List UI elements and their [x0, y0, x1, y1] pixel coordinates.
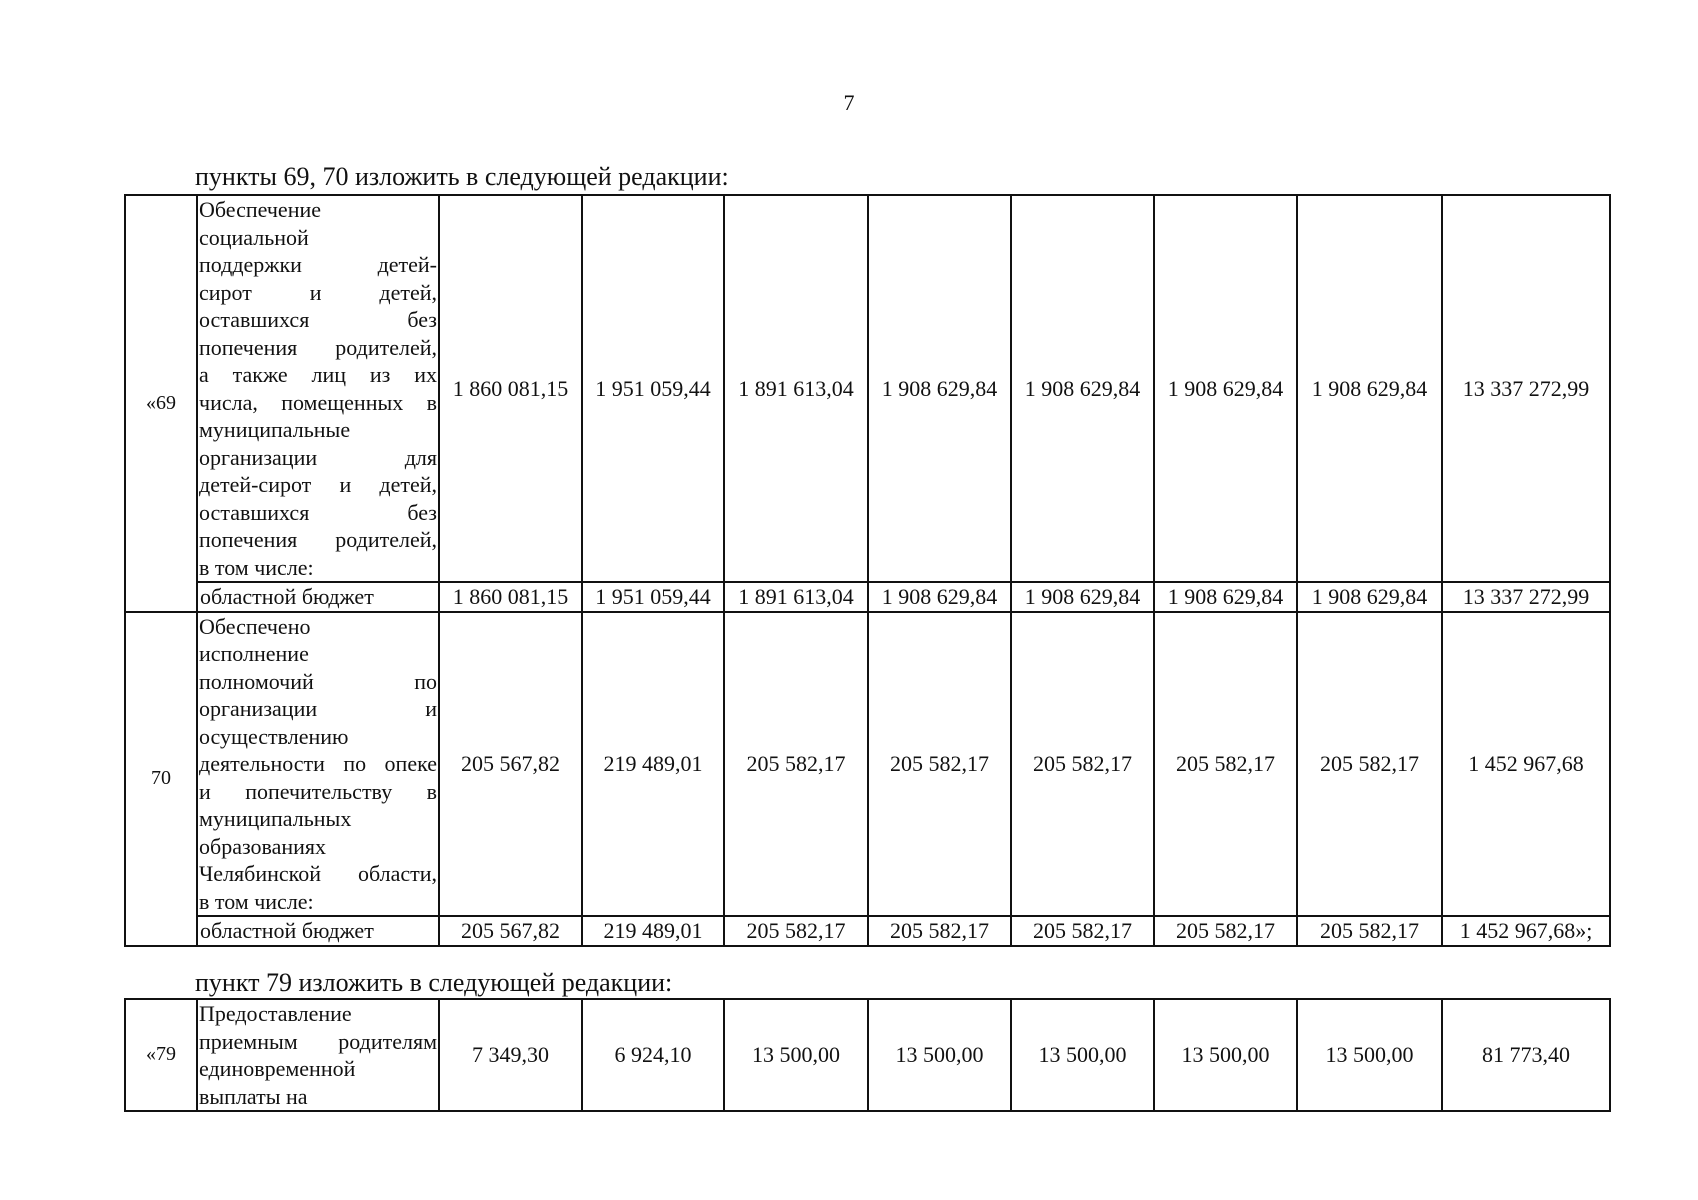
item-name-cell [197, 612, 439, 917]
sub-value-cell: 205 582,17 [868, 916, 1011, 946]
sub-value-cell: 1 908 629,84 [1011, 582, 1154, 612]
item-name-line: детей-сирот и детей, [199, 472, 437, 497]
sub-value-cell: 205 582,17 [1297, 916, 1442, 946]
value-cell: 6 924,10 [582, 999, 724, 1111]
value-cell: 13 500,00 [1011, 999, 1154, 1111]
value-cell: 219 489,01 [582, 612, 724, 917]
sub-value-cell: 1 452 967,68»; [1442, 916, 1610, 946]
value-cell: 1 860 081,15 [439, 195, 582, 582]
value-cell: 13 500,00 [868, 999, 1011, 1111]
value-cell: 1 908 629,84 [1297, 195, 1442, 582]
item-name-line: организации для [199, 444, 437, 470]
sub-value-cell: 13 337 272,99 [1442, 582, 1610, 612]
value-cell: 205 582,17 [1154, 612, 1297, 917]
item-name-line: организации и [199, 696, 437, 721]
value-cell: 1 908 629,84 [868, 195, 1011, 582]
item-name-line: Обеспечение [199, 197, 321, 222]
table-row [125, 999, 1610, 1111]
sub-value-cell: 219 489,01 [582, 916, 724, 946]
item-name-line: деятельности по опеке [199, 751, 437, 776]
intro-text-items-69-70: пункты 69, 70 изложить в следующей редакции: [195, 162, 729, 191]
sub-value-cell: 205 582,17 [1011, 916, 1154, 946]
item-name-line: в том числе: [199, 888, 314, 914]
budget-table-items-69-70 [124, 194, 1611, 947]
value-cell: 1 452 967,68 [1442, 612, 1610, 917]
item-name-cell [197, 195, 439, 582]
value-cell: 1 908 629,84 [1011, 195, 1154, 582]
item-name-line: Челябинской области, [199, 861, 437, 886]
item-name-line: попечения родителей, [199, 334, 437, 360]
item-name-line: а также лиц из их [199, 362, 437, 387]
value-cell: 1 891 613,04 [724, 195, 868, 582]
value-cell: 81 773,40 [1442, 999, 1610, 1111]
item-name-line: образованиях [199, 833, 327, 859]
item-name-line: осуществлению [199, 723, 349, 749]
item-name-line: оставшихся без [199, 307, 437, 332]
item-name-line: муниципальных [199, 806, 352, 831]
sub-label-cell: областной бюджет [197, 582, 439, 612]
budget-table-item-79 [124, 998, 1611, 1112]
sub-value-cell: 205 582,17 [1154, 916, 1297, 946]
sub-value-cell: 205 567,82 [439, 916, 582, 946]
table-row [125, 195, 1610, 582]
value-cell: 13 500,00 [724, 999, 868, 1111]
item-name-line: Предоставление [199, 1001, 352, 1026]
item-name-line: оставшихся без [199, 499, 437, 525]
value-cell: 205 582,17 [1011, 612, 1154, 917]
table-row-subtotal [125, 582, 1610, 612]
item-name-line: социальной [199, 224, 309, 250]
sub-label-cell: областной бюджет [197, 916, 439, 946]
item-name-line: Обеспечено [199, 613, 311, 639]
table-row [125, 612, 1610, 917]
sub-value-cell: 1 891 613,04 [724, 582, 868, 612]
item-name-line: сирот и детей, [199, 279, 437, 305]
item-name-cell [197, 999, 439, 1111]
page-number: 7 [843, 90, 855, 115]
item-name-line: приемным родителям [199, 1028, 437, 1054]
sub-value-cell: 1 908 629,84 [1297, 582, 1442, 612]
item-number-cell: «79 [125, 999, 197, 1111]
value-cell: 7 349,30 [439, 999, 582, 1111]
value-cell: 1 951 059,44 [582, 195, 724, 582]
value-cell: 13 500,00 [1297, 999, 1442, 1111]
value-cell: 205 582,17 [724, 612, 868, 917]
item-name-line: выплаты на [199, 1083, 308, 1109]
item-name-line: единовременной [199, 1056, 356, 1081]
item-name-line: и попечительству в [199, 778, 437, 804]
table-row-subtotal [125, 916, 1610, 946]
value-cell: 13 500,00 [1154, 999, 1297, 1111]
item-number-cell: 70 [125, 612, 197, 946]
sub-value-cell: 1 908 629,84 [1154, 582, 1297, 612]
item-name-line: числа, помещенных в [199, 389, 437, 415]
item-number-cell: «69 [125, 195, 197, 612]
value-cell: 1 908 629,84 [1154, 195, 1297, 582]
sub-value-cell: 1 951 059,44 [582, 582, 724, 612]
sub-value-cell: 1 860 081,15 [439, 582, 582, 612]
sub-value-cell: 205 582,17 [724, 916, 868, 946]
value-cell: 205 582,17 [1297, 612, 1442, 917]
sub-value-cell: 1 908 629,84 [868, 582, 1011, 612]
value-cell: 205 582,17 [868, 612, 1011, 917]
item-name-line: исполнение [199, 641, 309, 666]
value-cell: 205 567,82 [439, 612, 582, 917]
item-name-line: поддержки детей- [199, 252, 437, 277]
value-cell: 13 337 272,99 [1442, 195, 1610, 582]
item-name-line: попечения родителей, [199, 527, 437, 552]
intro-text-item-79: пункт 79 изложить в следующей редакции: [195, 968, 673, 997]
item-name-line: муниципальные [199, 417, 351, 442]
item-name-line: в том числе: [199, 554, 314, 580]
item-name-line: полномочий по [199, 668, 437, 694]
